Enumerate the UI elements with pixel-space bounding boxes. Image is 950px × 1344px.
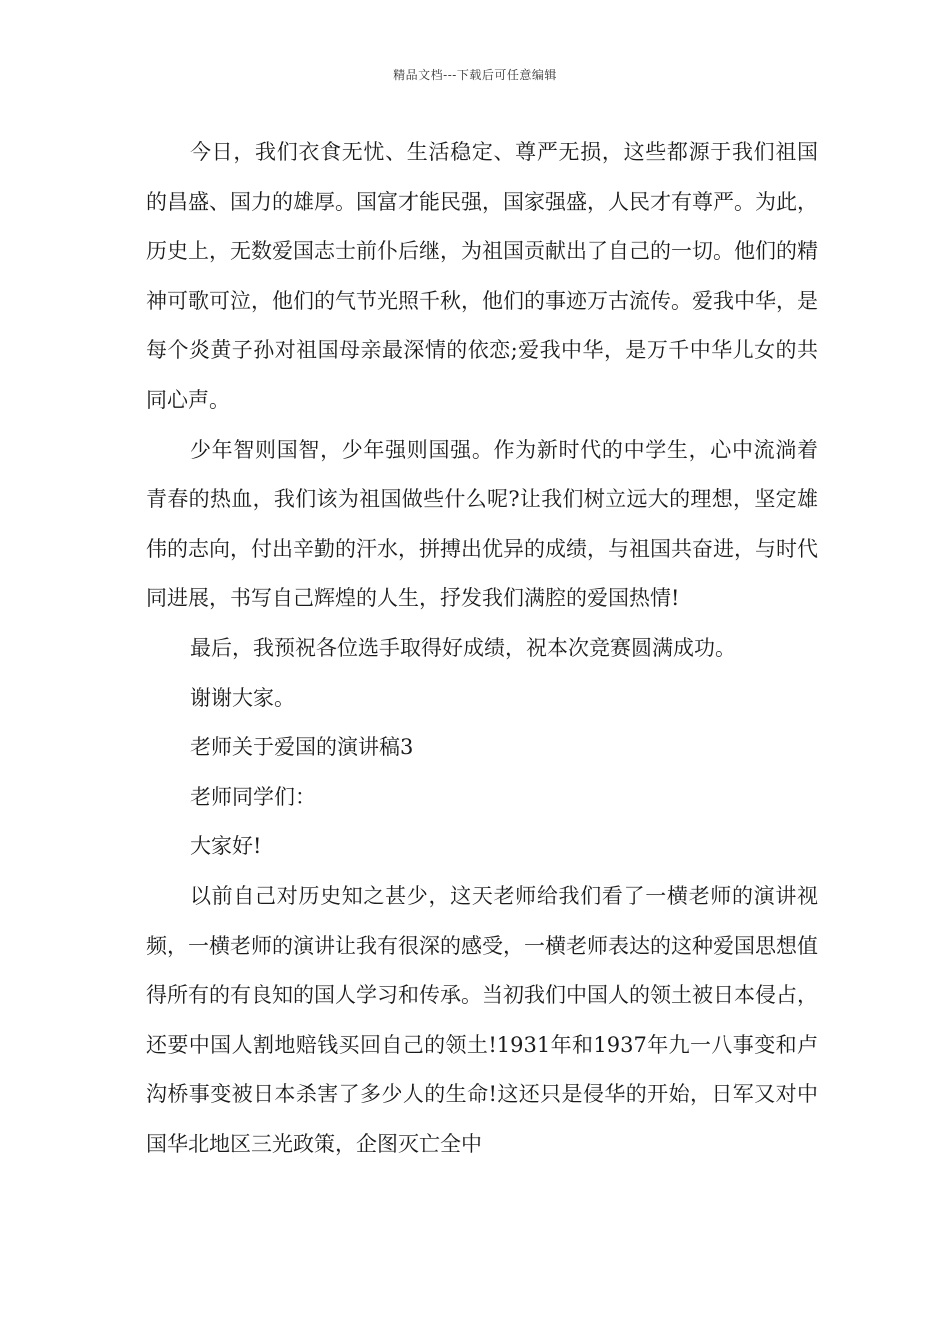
paragraph-4: 谢谢大家。 — [190, 685, 295, 710]
document-body — [146, 128, 818, 1169]
paragraph-3: 最后，我预祝各位选手取得好成绩，祝本次竞赛圆满成功。 — [190, 635, 736, 660]
page-header: 精品文档---下载后可任意编辑 — [393, 68, 557, 82]
greeting: 大家好! — [190, 834, 262, 859]
salutation: 老师同学们： — [190, 784, 316, 809]
paragraph-1: 今日，我们衣食无忧、生活稳定、尊严无损，这些都源于我们祖国的昌盛、国力的雄厚。国富才能民强，国家强盛，人民才有尊严。为此，历史上，无数爱国志士前仆后继，为祖国贡献出了自己的一切。他们的精神可歌可泣，他们的气节光照千秋，他们的事迹万古流传。爱我中华，是每个炎黄子孙对祖国母亲最深情的依恋;爱我中华，是万千中华儿女的共同心声。 — [146, 140, 818, 412]
paragraph-2: 少年智则国智，少年强则国强。作为新时代的中学生，心中流淌着青春的热血，我们该为祖国做些什么呢?让我们树立远大的理想，坚定雄伟的志向，付出辛勤的汗水，拼搏出优异的成绩，与祖国共奋进，与时代同进展，书写自己辉煌的人生，抒发我们满腔的爱国热情! — [146, 437, 818, 611]
paragraph-8: 以前自己对历史知之甚少，这天老师给我们看了一横老师的演讲视频，一横老师的演讲让我有很深的感受，一横老师表达的这种爱国思想值得所有的有良知的国人学习和传承。当初我们中国人的领土被日本侵占，还要中国人割地赔钱买回自己的领土!1931年和1937年九一八事变和卢沟桥事变被日本杀害了多少人的生命!这还只是侵华的开始，日军又对中国华北地区三光政策，企图灭亡全中 — [146, 883, 818, 1156]
section-title: 老师关于爱国的演讲稿3 — [190, 735, 414, 760]
